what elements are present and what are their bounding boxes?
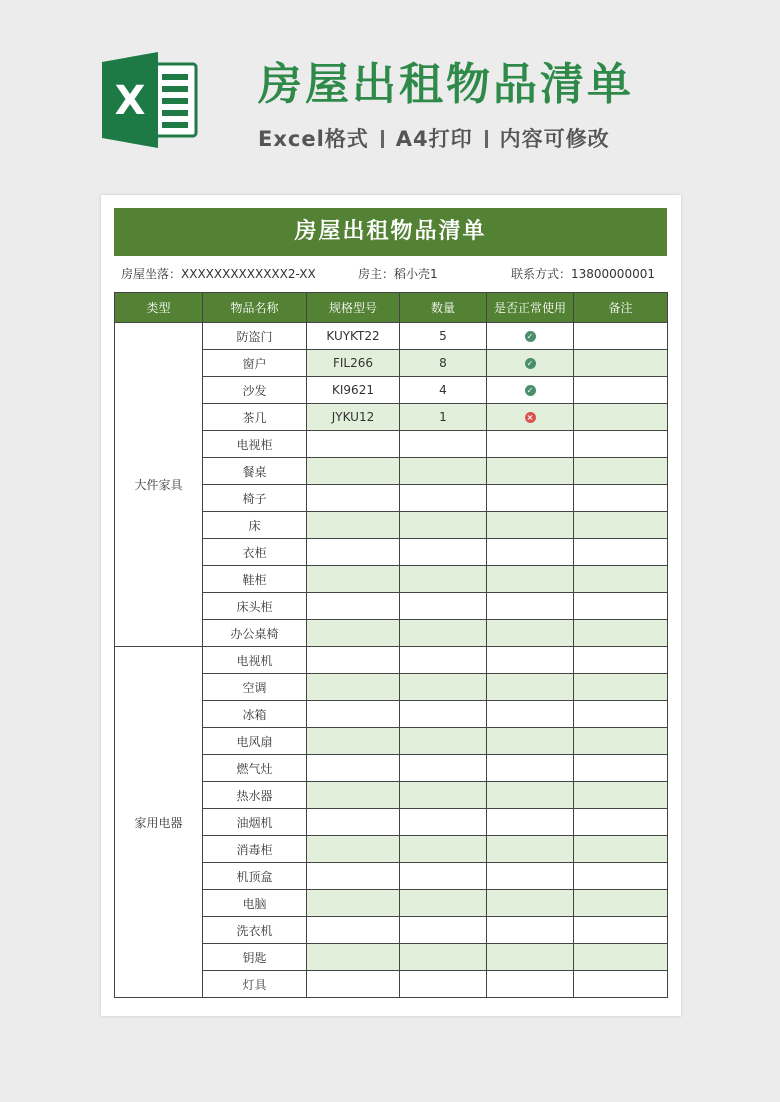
item-remark-cell[interactable]: [574, 593, 668, 620]
table-row: [115, 647, 668, 674]
item-qty-cell[interactable]: [400, 593, 487, 620]
item-qty-cell[interactable]: [400, 782, 487, 809]
item-remark-cell[interactable]: [574, 701, 668, 728]
item-status-cell[interactable]: [487, 809, 574, 836]
check-circle-icon: ✓: [525, 331, 536, 342]
excel-logo-letter: X: [114, 78, 146, 124]
item-name-cell[interactable]: 窗户: [203, 350, 307, 377]
item-remark-cell[interactable]: [574, 458, 668, 485]
item-qty-cell[interactable]: [400, 755, 487, 782]
page-title: 房屋出租物品清单: [258, 59, 634, 110]
item-name-cell[interactable]: 燃气灶: [203, 755, 307, 782]
item-qty-cell[interactable]: [400, 701, 487, 728]
item-name-cell[interactable]: 床头柜: [203, 593, 307, 620]
item-qty-cell[interactable]: [400, 890, 487, 917]
item-qty-cell[interactable]: [400, 809, 487, 836]
item-status-cell[interactable]: [487, 539, 574, 566]
item-qty-cell[interactable]: [400, 566, 487, 593]
item-status-cell[interactable]: [487, 971, 574, 998]
item-qty-cell[interactable]: [400, 512, 487, 539]
item-qty-cell[interactable]: [400, 674, 487, 701]
item-status-cell[interactable]: [487, 350, 574, 377]
check-circle-icon: ✓: [525, 358, 536, 369]
item-name-cell[interactable]: 电脑: [203, 890, 307, 917]
item-model-cell[interactable]: [307, 566, 400, 593]
item-model-cell[interactable]: [307, 431, 400, 458]
col-header-model: 规格型号: [307, 293, 400, 323]
item-model-cell[interactable]: [307, 863, 400, 890]
item-name-cell[interactable]: 防盗门: [203, 323, 307, 350]
contact-info: 联系方式：13800000001: [511, 267, 655, 281]
item-model-cell[interactable]: [307, 755, 400, 782]
item-remark-cell[interactable]: [574, 377, 668, 404]
item-remark-cell[interactable]: [574, 431, 668, 458]
item-model-cell[interactable]: FIL266: [307, 350, 400, 377]
item-name-cell[interactable]: 茶几: [203, 404, 307, 431]
item-remark-cell[interactable]: [574, 782, 668, 809]
item-remark-cell[interactable]: [574, 512, 668, 539]
item-model-cell[interactable]: [307, 647, 400, 674]
item-remark-cell[interactable]: [574, 944, 668, 971]
item-remark-cell[interactable]: [574, 971, 668, 998]
item-model-cell[interactable]: JYKU12: [307, 404, 400, 431]
item-qty-cell[interactable]: [400, 431, 487, 458]
item-remark-cell[interactable]: [574, 539, 668, 566]
item-status-cell[interactable]: [487, 944, 574, 971]
item-name-cell[interactable]: 沙发: [203, 377, 307, 404]
address-info: 房屋坐落：XXXXXXXXXXXXX2-XX: [121, 267, 316, 281]
item-name-cell[interactable]: 电视机: [203, 647, 307, 674]
item-status-cell[interactable]: [487, 593, 574, 620]
item-model-cell[interactable]: [307, 890, 400, 917]
item-name-cell[interactable]: 电视柜: [203, 431, 307, 458]
subtitle-separator: [485, 130, 488, 148]
item-status-cell[interactable]: [487, 458, 574, 485]
item-model-cell[interactable]: [307, 944, 400, 971]
table-row: [115, 323, 668, 350]
item-status-cell[interactable]: [487, 404, 574, 431]
category-cell: 家用电器: [115, 647, 203, 998]
item-status-cell[interactable]: [487, 863, 574, 890]
item-remark-cell[interactable]: [574, 323, 668, 350]
item-name-cell[interactable]: 钥匙: [203, 944, 307, 971]
item-name-cell[interactable]: 餐桌: [203, 458, 307, 485]
item-qty-cell[interactable]: [400, 485, 487, 512]
item-status-cell[interactable]: [487, 431, 574, 458]
check-circle-icon: ✓: [525, 385, 536, 396]
item-status-cell[interactable]: [487, 323, 574, 350]
item-qty-cell[interactable]: [400, 539, 487, 566]
table-header-row: [115, 293, 668, 323]
col-header-qty: 数量: [400, 293, 487, 323]
item-remark-cell[interactable]: [574, 890, 668, 917]
sheet-title: 房屋出租物品清单: [114, 208, 667, 256]
item-status-cell[interactable]: [487, 836, 574, 863]
item-status-cell[interactable]: [487, 782, 574, 809]
col-header-status: 是否正常使用: [487, 293, 574, 323]
subtitle-print: A4打印: [395, 127, 473, 151]
page-subtitle: [258, 124, 610, 154]
item-remark-cell[interactable]: [574, 404, 668, 431]
subtitle-format: Excel格式: [258, 127, 369, 151]
item-remark-cell[interactable]: [574, 485, 668, 512]
item-remark-cell[interactable]: [574, 836, 668, 863]
col-header-remark: 备注: [574, 293, 668, 323]
item-qty-cell[interactable]: 8: [400, 350, 487, 377]
item-model-cell[interactable]: [307, 512, 400, 539]
item-name-cell[interactable]: 机顶盒: [203, 863, 307, 890]
item-name-cell[interactable]: 床: [203, 512, 307, 539]
item-status-cell[interactable]: [487, 647, 574, 674]
item-qty-cell[interactable]: 4: [400, 377, 487, 404]
item-status-cell[interactable]: [487, 701, 574, 728]
item-remark-cell[interactable]: [574, 350, 668, 377]
item-name-cell[interactable]: 鞋柜: [203, 566, 307, 593]
item-qty-cell[interactable]: [400, 458, 487, 485]
item-model-cell[interactable]: [307, 485, 400, 512]
item-remark-cell[interactable]: [574, 755, 668, 782]
item-qty-cell[interactable]: [400, 971, 487, 998]
item-model-cell[interactable]: [307, 701, 400, 728]
item-status-cell[interactable]: [487, 755, 574, 782]
item-name-cell[interactable]: 电风扇: [203, 728, 307, 755]
item-remark-cell[interactable]: [574, 674, 668, 701]
item-model-cell[interactable]: [307, 809, 400, 836]
item-status-cell[interactable]: [487, 890, 574, 917]
item-name-cell[interactable]: 衣柜: [203, 539, 307, 566]
item-remark-cell[interactable]: [574, 566, 668, 593]
item-qty-cell[interactable]: 5: [400, 323, 487, 350]
cross-circle-icon: ×: [525, 412, 536, 423]
item-model-cell[interactable]: [307, 674, 400, 701]
category-cell: 大件家具: [115, 323, 203, 647]
item-qty-cell[interactable]: [400, 728, 487, 755]
item-model-cell[interactable]: [307, 620, 400, 647]
item-model-cell[interactable]: [307, 728, 400, 755]
item-model-cell[interactable]: [307, 917, 400, 944]
col-header-type: 类型: [115, 293, 203, 323]
item-qty-cell[interactable]: [400, 944, 487, 971]
item-qty-cell[interactable]: [400, 620, 487, 647]
item-name-cell[interactable]: 消毒柜: [203, 836, 307, 863]
item-remark-cell[interactable]: [574, 863, 668, 890]
item-status-cell[interactable]: [487, 674, 574, 701]
item-status-cell[interactable]: [487, 917, 574, 944]
subtitle-separator: [381, 130, 384, 148]
item-name-cell[interactable]: 办公桌椅: [203, 620, 307, 647]
item-model-cell[interactable]: KUYKT22: [307, 323, 400, 350]
item-qty-cell[interactable]: [400, 836, 487, 863]
item-model-cell[interactable]: [307, 593, 400, 620]
item-name-cell[interactable]: 油烟机: [203, 809, 307, 836]
item-status-cell[interactable]: [487, 485, 574, 512]
item-model-cell[interactable]: [307, 971, 400, 998]
item-status-cell[interactable]: [487, 377, 574, 404]
item-status-cell[interactable]: [487, 566, 574, 593]
item-model-cell[interactable]: [307, 539, 400, 566]
item-qty-cell[interactable]: 1: [400, 404, 487, 431]
item-status-cell[interactable]: [487, 512, 574, 539]
item-qty-cell[interactable]: [400, 647, 487, 674]
item-name-cell[interactable]: 灯具: [203, 971, 307, 998]
owner-info: 房主：稻小壳1: [358, 267, 438, 281]
item-model-cell[interactable]: [307, 782, 400, 809]
document-sheet: [101, 195, 681, 1016]
item-qty-cell[interactable]: [400, 917, 487, 944]
excel-logo-icon: [100, 52, 200, 148]
item-remark-cell[interactable]: [574, 647, 668, 674]
item-qty-cell[interactable]: [400, 863, 487, 890]
item-name-cell[interactable]: 冰箱: [203, 701, 307, 728]
item-remark-cell[interactable]: [574, 917, 668, 944]
items-table: [114, 292, 668, 998]
subtitle-edit: 内容可修改: [499, 127, 610, 151]
col-header-name: 物品名称: [203, 293, 307, 323]
item-model-cell[interactable]: [307, 458, 400, 485]
item-name-cell[interactable]: 椅子: [203, 485, 307, 512]
item-status-cell[interactable]: [487, 728, 574, 755]
item-remark-cell[interactable]: [574, 728, 668, 755]
item-name-cell[interactable]: 洗衣机: [203, 917, 307, 944]
item-model-cell[interactable]: KI9621: [307, 377, 400, 404]
item-name-cell[interactable]: 热水器: [203, 782, 307, 809]
item-model-cell[interactable]: [307, 836, 400, 863]
item-name-cell[interactable]: 空调: [203, 674, 307, 701]
item-status-cell[interactable]: [487, 620, 574, 647]
item-remark-cell[interactable]: [574, 620, 668, 647]
item-remark-cell[interactable]: [574, 809, 668, 836]
